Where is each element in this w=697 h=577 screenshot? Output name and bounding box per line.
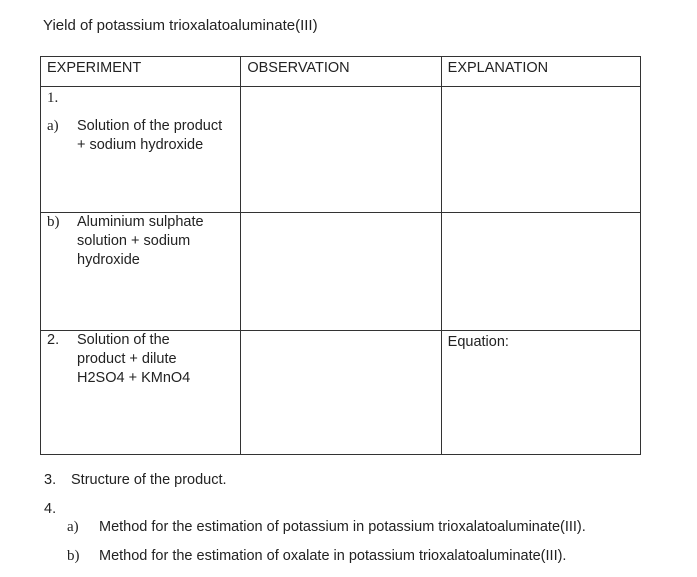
question-3-number: 3.	[44, 472, 57, 488]
experiment-text-2-line1: Solution of the	[77, 332, 170, 348]
question-4b-marker: b)	[67, 548, 80, 564]
experiment-cell-1	[41, 87, 241, 213]
experiment-text-b: Aluminium sulphate solution + sodium hydroxide	[77, 214, 204, 268]
experiment-text-2-line2: product + dilute	[77, 351, 177, 367]
experiment-table	[40, 56, 641, 455]
experiment-cell-2	[41, 213, 241, 331]
table-header-row	[41, 57, 641, 87]
experiment-marker-b: b)	[47, 214, 60, 230]
question-4b	[67, 548, 566, 565]
table-row	[41, 331, 641, 455]
question-4a	[67, 519, 586, 536]
experiment-number-1: 1.	[47, 90, 59, 106]
experiment-text-2-line3: H2SO4 + KMnO4	[77, 370, 191, 386]
question-4-number: 4.	[44, 501, 57, 517]
observation-cell-2[interactable]	[241, 213, 441, 331]
experiment-marker-2: 2.	[47, 332, 60, 348]
observation-cell-1[interactable]	[241, 87, 441, 213]
observation-cell-3[interactable]	[241, 331, 441, 455]
table-row	[41, 213, 641, 331]
question-4b-text: Method for the estimation of oxalate in potassium trioxalatoaluminate(III).	[99, 548, 567, 564]
page-title: Yield of potassium trioxalatoaluminate(III)	[43, 17, 318, 34]
experiment-text-a: Solution of the product + sodium hydroxide	[77, 118, 223, 153]
explanation-cell-2[interactable]	[441, 213, 640, 331]
question-3-text: Structure of the product.	[71, 472, 227, 488]
question-4a-text: Method for the estimation of potassium in potassium trioxalatoaluminate(III).	[99, 519, 586, 535]
equation-label: Equation:	[447, 334, 509, 350]
table-row	[41, 87, 641, 213]
experiment-marker-a: a)	[47, 118, 59, 134]
question-4a-marker: a)	[67, 519, 79, 535]
experiment-cell-3	[41, 331, 241, 455]
explanation-cell-3[interactable]	[441, 331, 640, 455]
question-3	[44, 472, 227, 488]
header-observation: OBSERVATION	[241, 57, 441, 87]
header-explanation: EXPLANATION	[441, 57, 640, 87]
explanation-cell-1[interactable]	[441, 87, 640, 213]
header-experiment: EXPERIMENT	[41, 57, 241, 87]
